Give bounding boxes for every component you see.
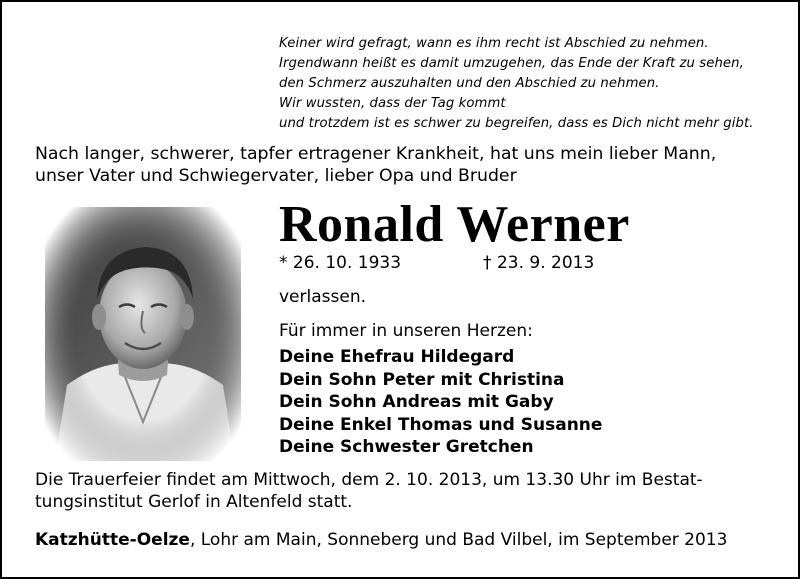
intro-line: Nach langer, schwerer, tapfer ertragener Krankheit, hat uns mein lieber Mann, [35,144,717,164]
mourners-list [279,346,602,459]
mourner-name: Dein Sohn Peter mit Christina [279,369,565,390]
place-primary: Katzhütte-Oelze [35,530,190,550]
funeral-info [35,469,780,513]
place-date-line [35,529,727,551]
mourner-name: Deine Enkel Thomas und Susanne [279,414,603,435]
death-date: † 23. 9. 2013 [483,253,595,273]
birth-date: * 26. 10. 1933 [279,253,402,273]
mourners-heading: Für immer in unseren Herzen: [279,321,533,341]
memorial-poem [279,34,779,134]
intro-text [35,143,780,187]
funeral-line: tungsinstitut Gerlof in Altenfeld statt. [35,492,353,512]
left-text: verlassen. [279,287,367,307]
place-rest: , Lohr am Main, Sonneberg und Bad Vilbel, im September 2013 [189,530,728,550]
poem-line: den Schmerz auszuhalten und den Abschied zu nehmen. [279,76,660,91]
poem-line: Wir wussten, dass der Tag kommt [279,96,506,111]
portrait-photo [45,207,241,461]
mourner-name: Dein Sohn Andreas mit Gaby [279,392,554,413]
poem-line: Irgendwann heißt es damit umzugehen, das Ende der Kraft zu sehen, [279,56,744,71]
funeral-line: Die Trauerfeier findet am Mittwoch, dem 2. 10. 2013, um 13.30 Uhr im Bestat- [35,470,703,490]
poem-line: und trotzdem ist es schwer zu begreifen, dass es Dich nicht mehr gibt. [279,116,754,131]
mourner-name: Deine Schwester Gretchen [279,437,534,458]
life-dates [279,251,594,275]
mourner-name: Deine Ehefrau Hildegard [279,347,515,367]
deceased-name: Ronald Werner [279,196,630,253]
portrait-icon [45,207,241,461]
intro-line: unser Vater und Schwiegervater, lieber Opa und Bruder [35,166,517,186]
poem-line: Keiner wird gefragt, wann es ihm recht ist Abschied zu nehmen. [279,36,709,51]
